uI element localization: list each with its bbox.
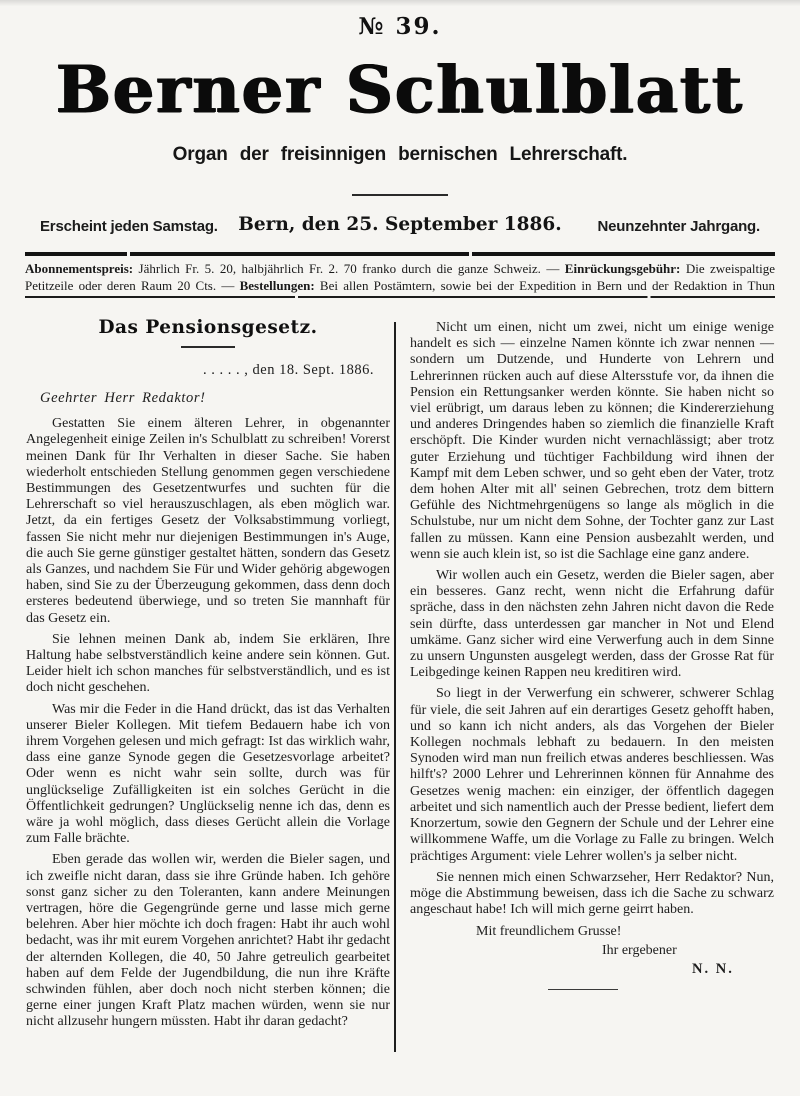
publication-info-row bbox=[40, 214, 760, 240]
publication-frequency: Erscheint jeden Samstag. bbox=[40, 218, 218, 235]
right-column bbox=[410, 316, 774, 990]
letter-signature: N. N. bbox=[692, 960, 734, 977]
issue-number: № 39. bbox=[358, 13, 442, 40]
article-title: Das Pensionsgesetz. bbox=[98, 317, 318, 338]
paragraph: So liegt in der Verwerfung ein schwerer, schwerer Schlag für viele, die seit Jahren auf ein derartiges Gesetz gehofft haben, und so kann ich nicht anders, als das Vorgehen der Bieler Kollegen nochmals lebhaft zu bedauern. In den meisten Synoden wird man nun freilich etwas anderes beschliessen. Was hilft's? 2000 Lehrer und Lehrerinnen können für Annahme des Gesetzes wenig machen: ein einziger, der öffentlich dagegen arbeitet und sich namentlich auch der Presse bedient, liefert dem Knorzertum, sowie den Gegnern der Schule und der Lehrer eine willkommene Waffe, um die Vorlage zu Falle zu bringen. Welch prächtiges Argument: viele Lehrer wollen's ja selber nicht. bbox=[410, 686, 774, 864]
masthead-divider bbox=[352, 194, 448, 196]
letter-dateline: . . . . . , den 18. Sept. 1886. bbox=[203, 361, 374, 378]
left-column bbox=[26, 316, 390, 1036]
paragraph: Wir wollen auch ein Gesetz, werden die Bieler sagen, aber ein besseres. Ganz recht, wenn nicht die Erfahrung dafür spräche, dass in den nächsten zehn Jahren nicht davon die Rede sein dürfte, dass unterdessen gar mancher in Not und Elend umkäme. Ganz sicher wird eine Verwerfung auch in dem Sinne zu unsern Ungunsten ausgelegt werden, dass der Grosse Rat für Leibgedinge keinen Rappen neu kreditiren wird. bbox=[410, 568, 774, 681]
thick-rule bbox=[25, 252, 775, 256]
paragraph: Was mir die Feder in die Hand drückt, das ist das Verhalten unserer Bieler Kollegen. Mit tiefem Bedauern habe ich von ihrem Vorgehen gelesen und mich gefragt: Ist das wirklich wahr, dass eine ganze Synode gegen die Gesetzesvorlage arbeitet? Oder wenn es nicht wahr sein sollte, durch was für unglückselige Zufälligkeiten ist ein solches Gerücht in die Öffentlichkeit gedrungen? Unglückselig nenne ich das, denn es wäre ja wohl möglich, dass dieses Gerücht allein die Vorlage zum Falle brächte. bbox=[26, 701, 390, 847]
insertion-fee-text: Die zweispaltige Petitzeile oder deren Raum 20 Cts. — bbox=[25, 261, 776, 293]
letter-salutation: Geehrter Herr Redaktor! bbox=[40, 389, 206, 406]
publication-volume: Neunzehnter Jahrgang. bbox=[597, 218, 760, 235]
paragraph: Sie nennen mich einen Schwarzseher, Herr Redaktor? Nun, möge die Abstimmung beweisen, dass ich die Sache zu schwarz angeschaut habe! Ich will mich gerne geirrt haben. bbox=[410, 869, 774, 918]
paragraph: Nicht um einen, nicht um zwei, nicht um einige wenige handelt es sich — einzelne Namen könnte ich zwar nennen — sondern um Dutzende, und Hunderte von Lehrern und Lehrerinnen rücken auch auf diese Altersstufe vor, da ihnen die Pension ein Rettungsanker werden könnte. Sie haben nicht so viel erübrigt, um daraus leben zu können; die Kindererziehung und anderes Dringendes haben so ziemlich die finanzielle Kraft erschöpft. Die Kinder wurden nicht vernachlässigt; aber trotz guter Erziehung und tüchtiger Fachbildung wird ihnen der Kampf mit dem Leben schwer, und so geht eben der Vater, trotz dem hohen Alter mit all' seinen Gebrechen, trotz dem bittern Gefühle des Nichtmehrgenügens so lange als möglich in die Schulstube, nur um nicht dem Sohne, der Tochter ganz zur Last fallen zu müssen. Kann eine Pension ausbezahlt werden, und wenn sie auch klein ist, so ist die Sachlage eine ganz andere. bbox=[410, 320, 774, 562]
article-end-divider bbox=[548, 989, 618, 991]
subscription-price-text: Jährlich Fr. 5. 20, halbjährlich Fr. 2. 70 franko durch die ganze Schweiz. — bbox=[133, 261, 565, 276]
insertion-fee-label: Einrückungsgebühr: bbox=[564, 261, 681, 276]
thin-rule bbox=[25, 296, 775, 298]
masthead-title: Berner Schulblatt bbox=[55, 52, 745, 128]
column-divider-rule bbox=[394, 322, 396, 1052]
letter-closing: Mit freundlichem Grusse! bbox=[476, 924, 622, 940]
article-title-divider bbox=[181, 346, 235, 348]
paragraph: Sie lehnen meinen Dank ab, indem Sie erklären, Ihre Haltung habe selbstverständlich keine andere sein können. Gut. Leider hielt ich schon manches für selbstverständlich, und es ist doch nicht geschehen. bbox=[26, 631, 390, 696]
paragraph: Gestatten Sie einem älteren Lehrer, in obgenannter Angelegenheit einige Zeilen in's Schulblatt zu schreiben! Vorerst meinen Dank für Ihr Verhalten in dieser Sache. Sie haben wiederholt entschieden Stellung genommen gegen verschiedene Bestimmungen des Gesetzentwurfes und suchten für die Lehrerschaft so viel herauszuschlagen, als eben möglich war. Jetzt, da ein fertiges Gesetz der Volksabstimmung vorliegt, fassen Sie nicht mehr nur diejenigen Bestimmungen in's Auge, die auch Sie gerne günstiger gestaltet hätten, sondern das Gesetz als Ganzes, und nachdem Sie Für und Wider gehörig abgewogen haben, sind Sie zu der Überzeugung gekommen, dass denn doch ersteres bedeutend überwiege, und so treten Sie mannhaft für das Gesetz ein. bbox=[26, 416, 390, 626]
letter-signoff: Ihr ergebener bbox=[602, 942, 677, 958]
paragraph: Eben gerade das wollen wir, werden die Bieler sagen, und ich zweifle nicht daran, dass sie ihre Gründe haben. Ich gehöre sonst ganz sicher zu den Toleranten, kann andere Meinungen vertragen, höre die Gegengründe gerne und lasse mich gerne belehren. Aber hier möchte ich doch fragen: Habt ihr auch wohl bedacht, was ihr mit eurem Vorgehen anrichtet? Habt ihr gedacht der alternden Kollegen, die 40, 50 Jahre getreulich gearbeitet haben auf dem Felde der Jugendbildung, die nun ihre Kräfte schwinden fühlen, aber doch noch nicht sterben können; die gerne einer jungen Kraft Platz machen würden, wenn sie nur nicht allzusehr hungern müssten. Habt ihr daran gedacht? bbox=[26, 852, 390, 1030]
orders-label: Bestellungen: bbox=[239, 277, 315, 293]
subscription-price-label: Abonnementspreis: bbox=[25, 261, 134, 276]
publication-dateline: Bern, den 25. September 1886. bbox=[238, 214, 562, 235]
masthead-subtitle: Organ der freisinnigen bernischen Lehrerschaft. bbox=[172, 144, 628, 165]
subscription-info bbox=[25, 261, 775, 294]
orders-text: Bei allen Postämtern, sowie bei der Expedition in Bern und der Redaktion in Thun bbox=[314, 277, 775, 293]
scan-edge-shading bbox=[0, 0, 800, 7]
